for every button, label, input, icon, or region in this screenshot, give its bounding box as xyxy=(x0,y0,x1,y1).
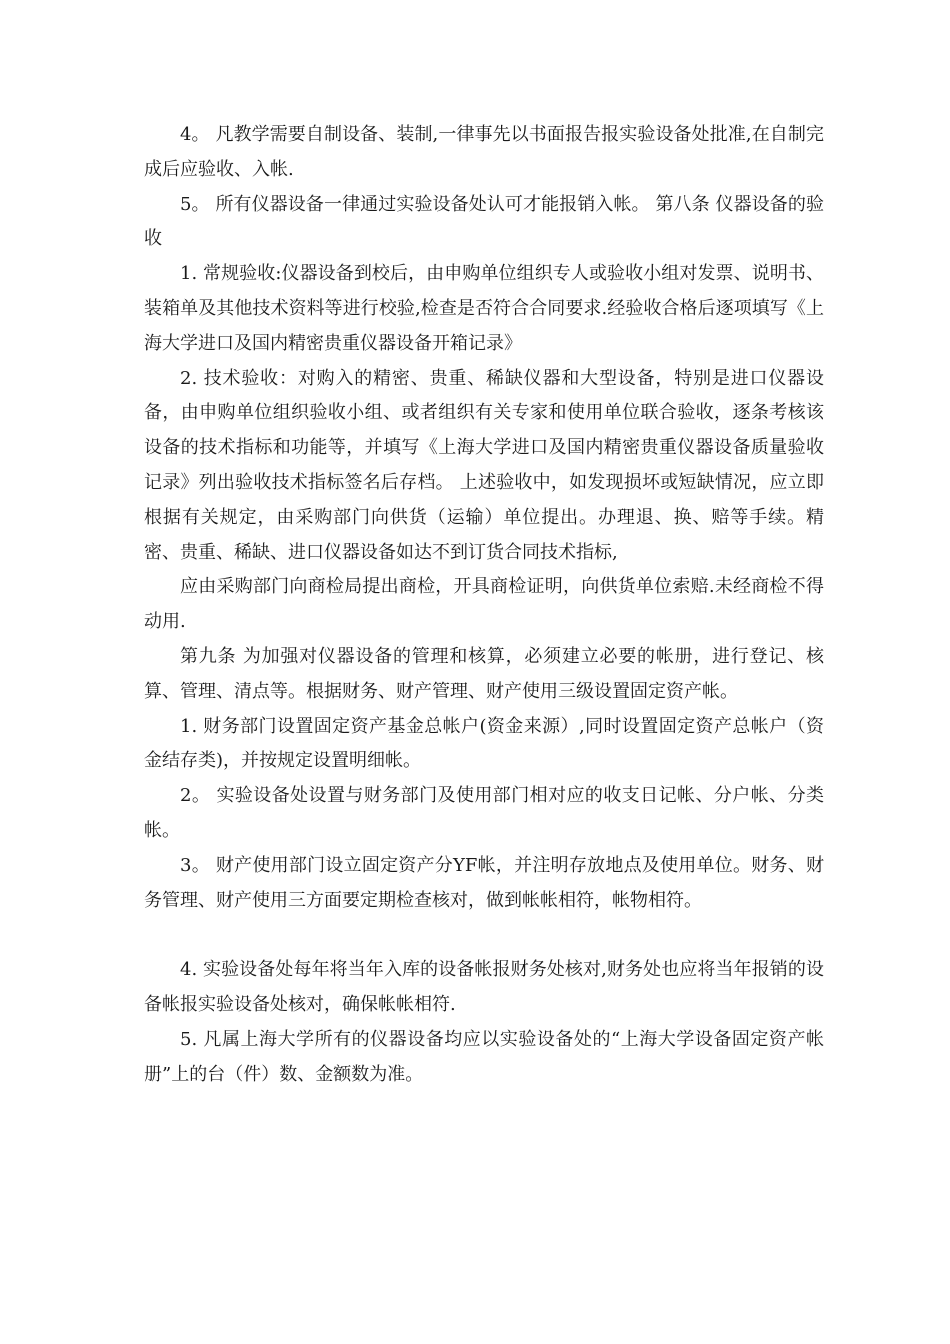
paragraph-asset-register: 5. 凡属上海大学所有的仪器设备均应以实验设备处的“上海大学设备固定资产帐册”上的台（件）数、金额数为准。 xyxy=(144,1028,824,1085)
paragraph-annual-reconciliation: 4. 实验设备处每年将当年入库的设备帐报财务处核对,财务处也应将当年报销的设备帐报实验设备处核对，确保帐帐相符. xyxy=(144,959,824,1015)
paragraph-item-4: 4。 凡教学需要自制设备、装制,一律事先以书面报告报实验设备处批准,在自制完成后应验收、入帐. xyxy=(144,124,824,180)
paragraph-finance-accounts: 1. 财务部门设置固定资产基金总帐户(资金来源）,同时设置固定资产总帐户（资金结存类)，并按规定设置明细帐。 xyxy=(144,715,824,772)
paragraph-commodity-inspection: 应由采购部门向商检局提出商检，开具商检证明，向供货单位索赔.未经商检不得动用. xyxy=(144,576,824,633)
paragraph-routine-acceptance: 1. 常规验收:仪器设备到校后，由申购单位组织专人或验收小组对发票、说明书、装箱单及其他技术资料等进行校验,检查是否符合合同要求.经验收合格后逐项填写《上海大学进口及国内精密贵重仪器设备开箱记录》 xyxy=(144,263,824,354)
paragraph-article-9: 第九条 为加强对仪器设备的管理和核算，必须建立必要的帐册，进行登记、核算、管理、清点等。根据财务、财产管理、财产使用三级设置固定资产帐。 xyxy=(144,645,824,702)
paragraph-equipment-office-accounts: 2。 实验设备处设置与财务部门及使用部门相对应的收支日记帐、分户帐、分类帐。 xyxy=(144,785,824,841)
document-body xyxy=(144,118,824,1092)
paragraph-item-5-article-8: 5。 所有仪器设备一律通过实验设备处认可才能报销入帐。 第八条 仪器设备的验收 xyxy=(144,193,824,250)
paragraph-technical-acceptance: 2. 技术验收：对购入的精密、贵重、稀缺仪器和大型设备，特别是进口仪器设备，由申购单位组织验收小组、或者组织有关专家和使用单位联合验收，逐条考核该设备的技术指标和功能等，并填写《上海大学进口及国内精密贵重仪器设备质量验收记录》列出验收技术指标签名后存档。 上述验收中，如发现损坏或短缺情况，应立即根据有关规定，由采购部门向供货（运输）单位提出。办理退、换、赔等手续。精密、贵重、稀缺、进口仪器设备如达不到订货合同技术指标, xyxy=(144,367,824,563)
paragraph-user-department-accounts: 3。 财产使用部门设立固定资产分YF帐，并注明存放地点及使用单位。财务、财务管理、财产使用三方面要定期检查核对，做到帐帐相符，帐物相符。 xyxy=(144,854,824,911)
